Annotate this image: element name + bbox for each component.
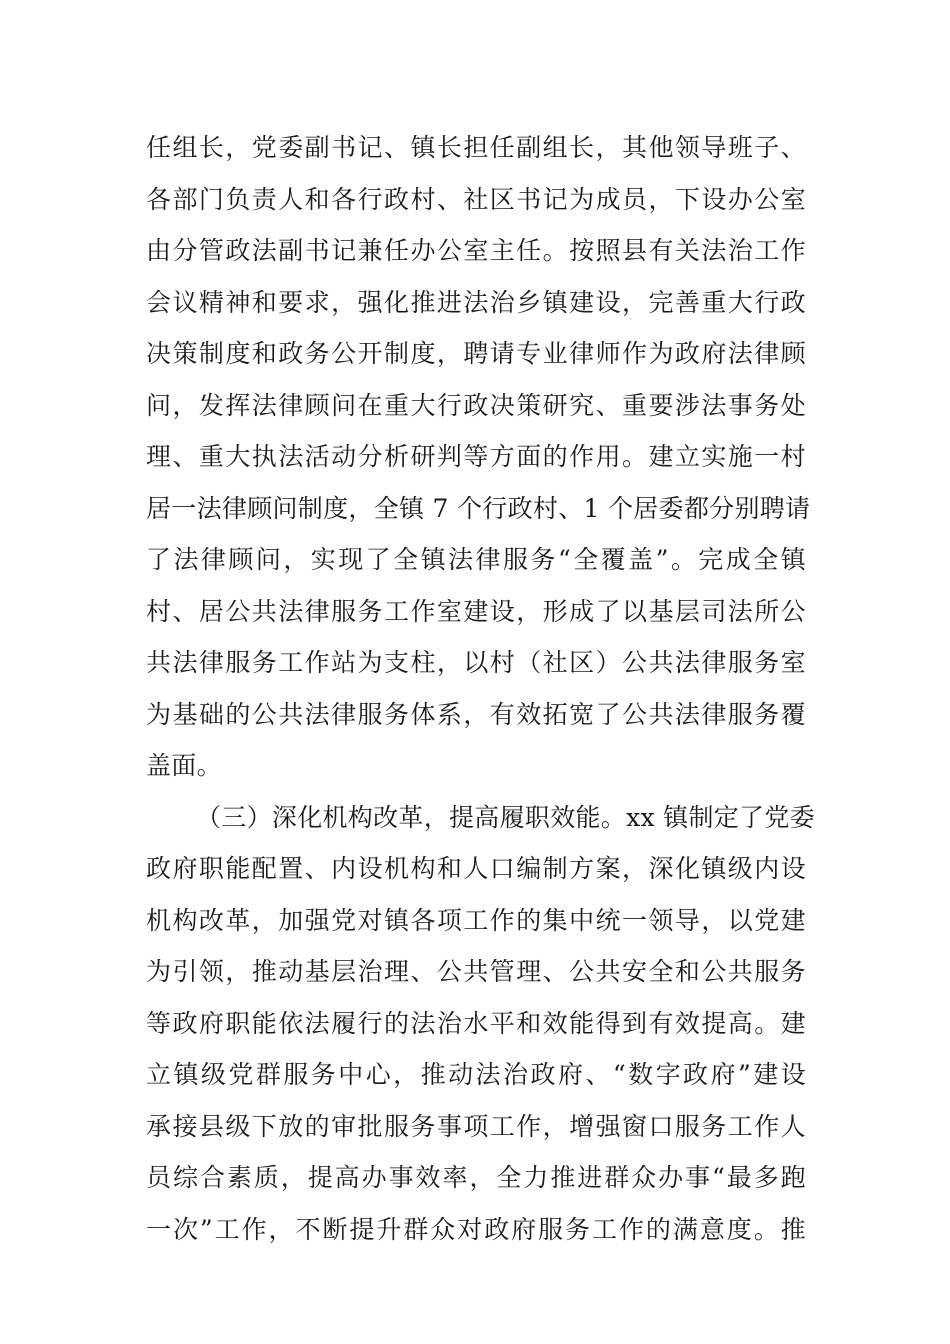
text-line-15: 政府职能配置、内设机构和人口编制方案，深化镇级内设 — [146, 854, 806, 883]
text-line-8: 居一法律顾问制度，全镇 7 个行政村、1 个居委都分别聘请 — [146, 493, 811, 523]
text-line-5: 决策制度和政务公开制度，聘请专业律师作为政府法律顾 — [146, 339, 806, 368]
text-line-19: 立镇级党群服务中心，推动法治政府、“数字政府”建设 — [146, 1060, 806, 1089]
text-line-6: 问，发挥法律顾问在重大行政决策研究、重要涉法事务处 — [146, 390, 806, 420]
text-line-22: 一次”工作，不断提升群众对政府服务工作的满意度。推 — [146, 1214, 806, 1244]
text-line-4: 会议精神和要求，强化推进法治乡镇建设，完善重大行政 — [146, 287, 806, 317]
text-line-16: 机构改革，加强党对镇各项工作的集中统一领导，以党建 — [146, 905, 806, 935]
text-line-7: 理、重大执法活动分析研判等方面的作用。建立实施一村 — [146, 442, 806, 471]
text-line-1: 任组长，党委副书记、镇长担任副组长，其他领导班子、 — [146, 133, 806, 162]
text-line-11: 共法律服务工作站为支柱，以村（社区）公共法律服务室 — [146, 648, 806, 677]
text-line-17: 为引领，推动基层治理、公共管理、公共安全和公共服务 — [146, 957, 806, 986]
text-line-18: 等政府职能依法履行的法治水平和效能得到有效提高。建 — [146, 1008, 806, 1038]
document-body — [146, 122, 815, 1255]
text-line-10: 村、居公共法律服务工作室建设，形成了以基层司法所公 — [146, 596, 806, 626]
text-line-2: 各部门负责人和各行政村、社区书记为成员，下设办公室 — [146, 184, 806, 214]
text-line-3: 由分管政法副书记兼任办公室主任。按照县有关法治工作 — [146, 236, 806, 265]
section-heading-line: （三）深化机构改革，提高履职效能。xx 镇制定了党委 — [196, 802, 815, 832]
text-line-13: 盖面。 — [146, 751, 222, 780]
text-line-9: 了法律顾问，实现了全镇法律服务“全覆盖”。完成全镇 — [146, 545, 806, 574]
text-line-12: 为基础的公共法律服务体系，有效拓宽了公共法律服务覆 — [146, 699, 806, 729]
text-line-21: 员综合素质，提高办事效率，全力推进群众办事“最多跑 — [146, 1163, 806, 1192]
text-line-20: 承接县级下放的审批服务事项工作，增强窗口服务工作人 — [146, 1111, 806, 1141]
